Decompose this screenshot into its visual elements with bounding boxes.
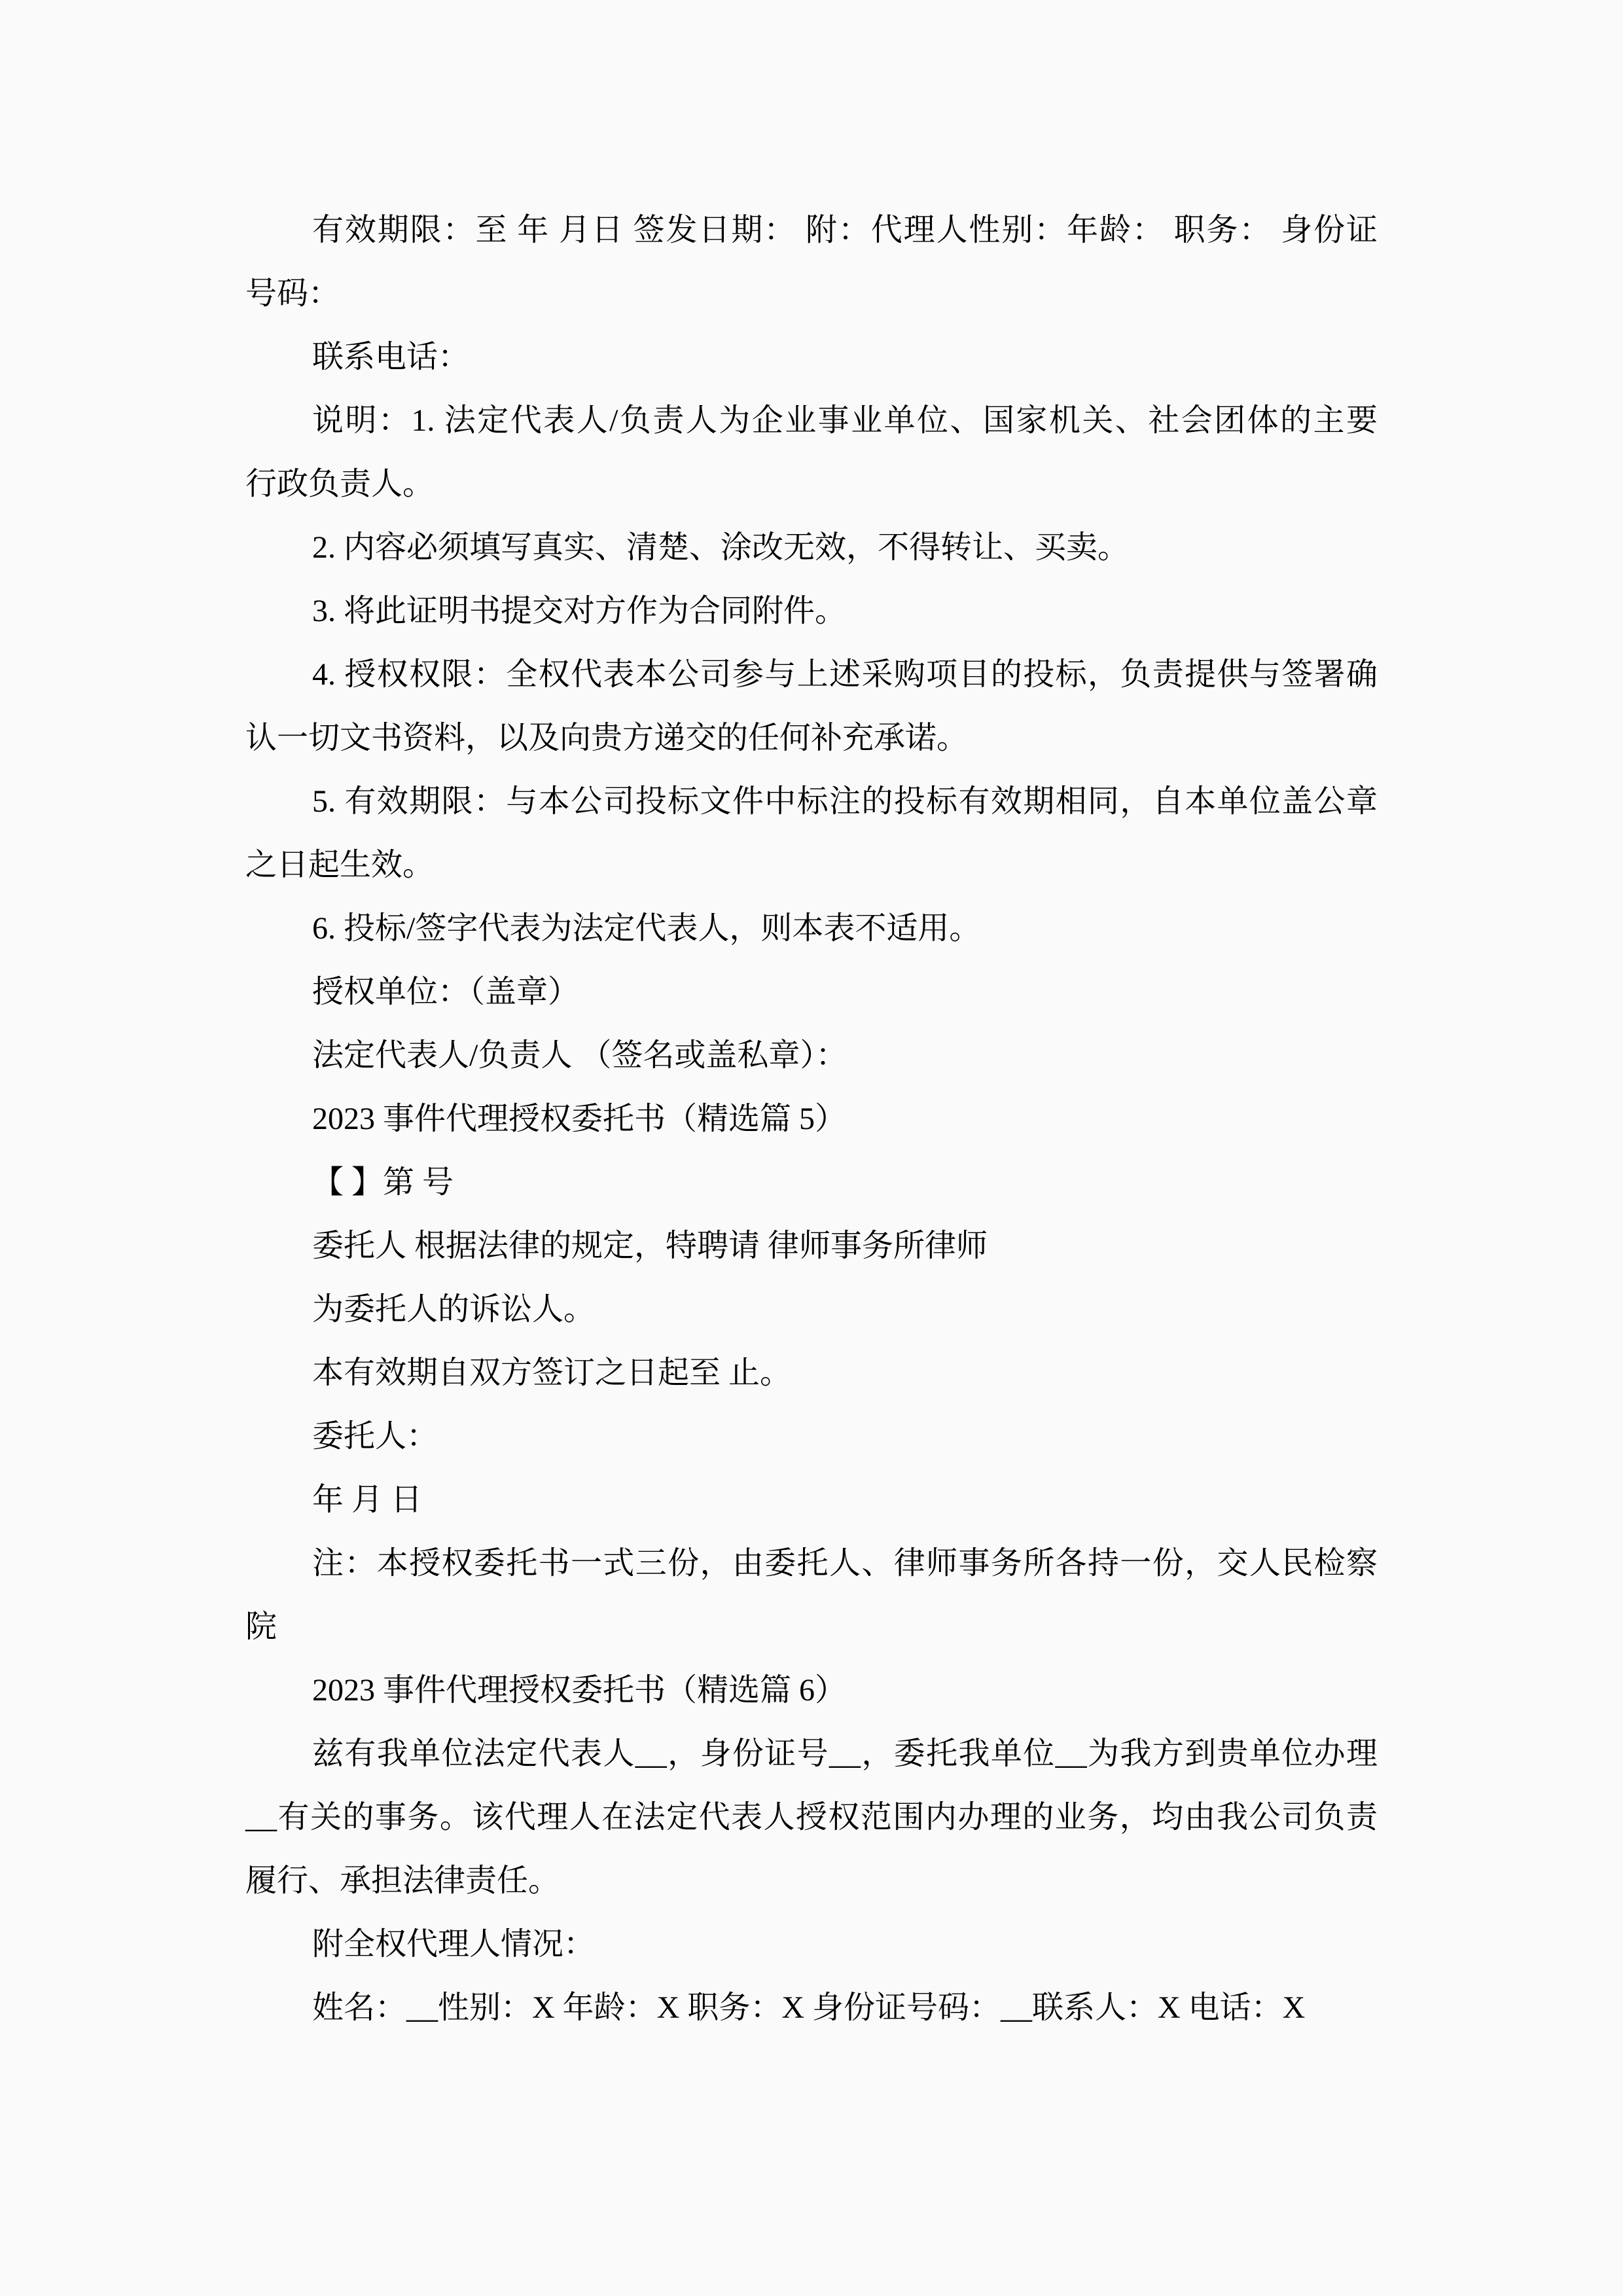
text-line: 委托人： <box>312 1419 438 1454</box>
text-line: 履行、承担法律责任。 <box>245 1863 560 1898</box>
text-line: 附全权代理人情况： <box>312 1927 596 1962</box>
text-line: 2. 内容必须填写真实、清楚、涂改无效，不得转让、买卖。 <box>312 530 1130 565</box>
text-line: 有效期限：至 年 月日 签发日期： 附：代理人性别：年龄： 职务： 身份证 <box>312 213 1378 247</box>
text-line: 说明：1. 法定代表人/负责人为企业事业单位、国家机关、社会团体的主要 <box>312 403 1378 438</box>
text-line: 注：本授权委托书一式三份，由委托人、律师事务所各持一份，交人民检察 <box>312 1546 1378 1581</box>
text-line: 行政负责人。 <box>245 467 435 501</box>
section-title: 2023 事件代理授权委托书（精选篇 5） <box>312 1102 847 1136</box>
text-line: 6. 投标/签字代表为法定代表人，则本表不适用。 <box>312 911 981 946</box>
text-line: 之日起生效。 <box>245 848 435 882</box>
text-line: 委托人 根据法律的规定，特聘请 律师事务所律师 <box>312 1229 988 1263</box>
text-line: 联系电话： <box>312 340 470 374</box>
section-title: 2023 事件代理授权委托书（精选篇 6） <box>312 1673 847 1708</box>
text-line: 4. 授权权限：全权代表本公司参与上述采购项目的投标，负责提供与签署确 <box>312 657 1378 692</box>
text-line: 年 月 日 <box>312 1482 423 1517</box>
text-line: 兹有我单位法定代表人__，身份证号__，委托我单位__为我方到贵单位办理 <box>312 1736 1378 1771</box>
text-line: 院 <box>245 1609 277 1644</box>
text-line: 3. 将此证明书提交对方作为合同附件。 <box>312 594 847 628</box>
text-line: 【 】第 号 <box>312 1165 454 1200</box>
text-line: 5. 有效期限：与本公司投标文件中标注的投标有效期相同，自本单位盖公章 <box>312 784 1378 819</box>
text-line: __有关的事务。该代理人在法定代表人授权范围内办理的业务，均由我公司负责 <box>245 1800 1378 1835</box>
text-line: 姓名：__性别：X 年龄：X 职务：X 身份证号码：__联系人：X 电话：X <box>312 1990 1306 2025</box>
text-line: 本有效期自双方签订之日起至 止。 <box>312 1355 792 1390</box>
text-line: 号码： <box>245 276 340 311</box>
text-line: 为委托人的诉讼人。 <box>312 1292 596 1327</box>
text-line: 认一切文书资料，以及向贵方递交的任何补充承诺。 <box>245 721 969 755</box>
text-line: 授权单位：（盖章） <box>312 975 580 1009</box>
text-line: 法定代表人/负责人 （签名或盖私章）： <box>312 1038 847 1073</box>
